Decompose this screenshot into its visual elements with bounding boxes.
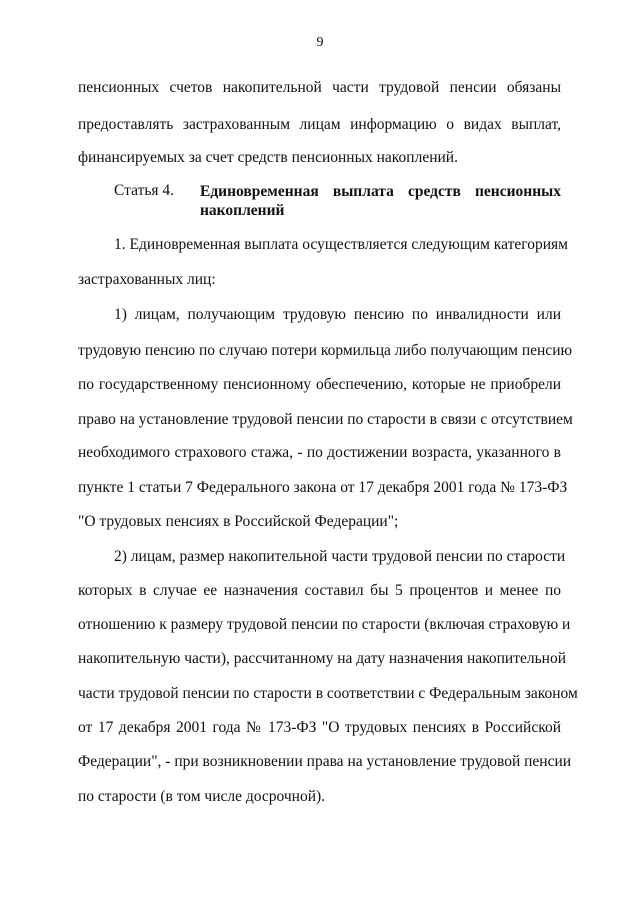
item1-line-4: право на установление трудовой пенсии по старости в связи с отсутствием: [78, 411, 573, 428]
item1-line-5: необходимого страхового стажа, - по достижении возраста, указанного в: [78, 444, 561, 461]
item2-line-7: Федерации", - при возникновении права на установление трудовой пенсии: [78, 753, 572, 770]
article-title-line-2: накоплений: [200, 202, 285, 219]
paragraph1-line-2: застрахованных лиц:: [78, 271, 216, 288]
article-label: Статья 4.: [114, 182, 175, 199]
item2-line-6: от 17 декабря 2001 года № 173-ФЗ "О трудовых пенсиях в Российской: [78, 719, 561, 736]
paragraph1-line-1: 1. Единовременная выплата осуществляется следующим категориям: [114, 236, 568, 253]
item2-line-2: которых в случае ее назначения составил бы 5 процентов и менее по: [78, 582, 561, 599]
intro-line-2: предоставлять застрахованным лицам информацию о видах выплат,: [78, 116, 561, 133]
item1-line-2: трудовую пенсию по случаю потери кормильца либо получающим пенсию: [78, 342, 573, 359]
item2-line-1: 2) лицам, размер накопительной части трудовой пенсии по старости: [114, 548, 566, 565]
item1-line-7: "О трудовых пенсиях в Российской Федерации";: [78, 513, 399, 530]
page-number: 9: [316, 35, 324, 50]
item1-line-6: пункте 1 статьи 7 Федерального закона от 17 декабря 2001 года № 173-ФЗ: [78, 479, 568, 496]
article-title-line-1: Единовременная выплата средств пенсионных: [200, 183, 561, 200]
item2-line-3: отношению к размеру трудовой пенсии по старости (включая страховую и: [78, 616, 571, 633]
intro-line-3: финансируемых за счет средств пенсионных накоплений.: [78, 149, 458, 166]
item1-line-3: по государственному пенсионному обеспечению, которые не приобрели: [78, 376, 561, 393]
item1-line-1: 1) лицам, получающим трудовую пенсию по инвалидности или: [114, 306, 561, 323]
item2-line-8: по старости (в том числе досрочной).: [78, 788, 326, 805]
item2-line-5: части трудовой пенсии по старости в соответствии с Федеральным законом: [78, 685, 578, 702]
item2-line-4: накопительную части), рассчитанному на дату назначения накопительной: [78, 650, 567, 667]
intro-line-1: пенсионных счетов накопительной части трудовой пенсии обязаны: [78, 79, 561, 96]
